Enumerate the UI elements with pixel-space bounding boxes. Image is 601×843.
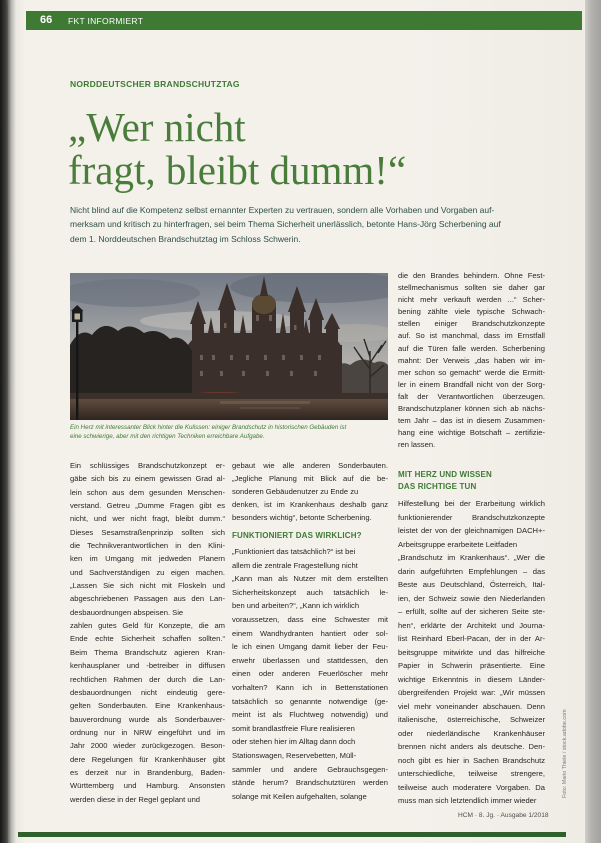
bottom-rule xyxy=(18,832,566,837)
article-kicker: NORDDEUTSCHER BRANDSCHUTZTAG xyxy=(70,79,240,89)
body-text-line: bauverordnung wurde als Sonderbauver- xyxy=(70,714,225,724)
body-text-line: vorhalten? Kann ich in Bettenstationen xyxy=(232,682,388,692)
body-text-line: viel mehr voneinander abschauen. Denn xyxy=(398,701,545,711)
body-text-line: tatsächlich so genannte notwendige (ge- xyxy=(232,696,388,706)
body-text-line: mer schon so gemacht“ werde die Ermitt- xyxy=(398,367,545,377)
body-text-line: auf. So ist manchmal, dass im Ernstfall xyxy=(398,331,545,341)
body-text-line: lein schon aus dem gesunden Menschen- xyxy=(70,487,225,497)
body-text-line: stände herum? Brandschutztüren werden xyxy=(232,778,388,788)
body-text-line: sonderen Gebäudenutzer zu Ende zu xyxy=(232,487,359,496)
body-text-line: muss man sich letztendlich immer wieder xyxy=(398,796,537,805)
body-text-line: leistet der von der gleichnamigen DACH+- xyxy=(398,526,545,535)
photo-credit: Foto: Mario Thiele / stock.adobe.com xyxy=(562,709,568,798)
section-header-bar xyxy=(26,11,582,30)
body-text-line: Ende echte Sicherheit schaffen sollten.“ xyxy=(70,634,225,644)
body-text-line: übergreifenden Projekt war: „Wir müssen xyxy=(398,688,545,697)
body-text-line: oder stehen hier im Alltag dann doch xyxy=(232,737,356,747)
caption-line: Ein Herz mit interessanter Blick hinter die Kulissen: einiger Brandschutz in historischen Gebäuden ist xyxy=(70,424,347,431)
body-text-line: ien, der Schweiz sowie den Niederlanden xyxy=(398,593,545,603)
body-text-line: gebaut wie alle anderen Sonderbauten. xyxy=(232,461,388,470)
subhead-line: DAS RICHTIGE TUN xyxy=(398,481,477,491)
body-text-line: sammler und andere Gebrauchsgegen- xyxy=(232,764,388,774)
body-text-line: – erfüllt, sollte auf der sicheren Seite ste- xyxy=(398,607,545,616)
body-text-line: bening zählte viele typische Schwach- xyxy=(398,307,545,317)
body-text-line: rechtlichen Rahmen der durch die Lan- xyxy=(70,674,225,684)
body-text-line: desbauordnungen abspeisen. Sie xyxy=(70,607,184,617)
body-column-left xyxy=(70,459,225,806)
body-text-line: wichtige Erkenntnis in diesem Länder- xyxy=(398,674,545,684)
body-text-line: italienische, österreichische, Schweizer xyxy=(398,715,545,724)
body-column-middle-top xyxy=(232,459,388,524)
body-text-line: werden diese in der Regel geplant und xyxy=(70,794,201,804)
body-text-line: Beim Thema Brandschutz agieren Kran- xyxy=(70,647,225,657)
section-title: FKT INFORMIERT xyxy=(68,16,144,26)
scan-border-right xyxy=(585,0,601,843)
body-text-line: nicht mehr verkauft werden ...“ Scher- xyxy=(398,295,545,305)
body-text-line: ken im Umgang mit jedweden Planern xyxy=(70,554,225,564)
photo-caption xyxy=(70,424,388,441)
castle-photo-graphic xyxy=(70,273,388,420)
body-text-line: list Reinhard Eberl-Pacan, der in der Ar- xyxy=(398,634,545,643)
body-text-line: Sicherheitskonzept auch tatsächlich le- xyxy=(232,587,388,597)
body-text-line: „Lassen Sie sich nicht mit Floskeln und xyxy=(70,581,225,591)
body-text-line: unterschiedliche, teilweise strengere, xyxy=(398,769,545,778)
body-text-line: Beste aus Deutschland, Österreich, Ital- xyxy=(398,580,545,589)
body-text-line: teilweise auch moderatere Vorgaben. Da xyxy=(398,782,545,792)
page-number: 66 xyxy=(40,14,53,26)
castle-photo xyxy=(70,273,388,420)
body-text-line: hen“, erklärte der Architekt und Journa- xyxy=(398,620,545,630)
body-text-line: mahnt: Der Verweis „das haben wir im- xyxy=(398,355,545,365)
title-line: fragt, bleibt dumm!“ xyxy=(68,147,407,193)
intro-line: Nicht blind auf die Kompetenz selbst ernannter Experten zu vertrauen, sondern alle Vorhaben und Vorgaben auf- xyxy=(70,205,495,215)
intro-line: merksam und kritisch zu hinterfragen, sei beim Thema Sicherheit unerlässlich, betonte Hans-Jörg Scherbening auf xyxy=(70,219,501,230)
body-text-line: hang eine wichtige Botschaft – zertifizie- xyxy=(398,428,545,438)
body-text-line: kenhausplaner und -betreiber in diffusen xyxy=(70,661,225,671)
body-text-line: funktionierender Brandschutzkonzepte xyxy=(398,512,545,522)
subhead-line: MIT HERZ UND WISSEN xyxy=(398,470,492,479)
body-text-line: falt der Verantwortlichen überzeugen. xyxy=(398,391,545,401)
body-column-right xyxy=(398,497,545,808)
body-text-line: und Sachverständigen zu eigen machen. xyxy=(70,567,225,577)
body-text-line: verstand. Getreu „Dumme Fragen gibt es xyxy=(70,501,225,511)
body-text-line: einen oder anderen Feuerlöscher mehr xyxy=(232,669,388,679)
body-text-line: gelten Sonderbauten. Eine Krankenhaus- xyxy=(70,701,225,711)
body-text-line: auf die Türen falle werden. Scherbening xyxy=(398,343,545,353)
body-text-line: dere Regelungen für Krankenhäuser gibt xyxy=(70,754,225,764)
body-text-line: noch gibt es hier in Sachen Brandschutz xyxy=(398,755,545,765)
body-text-line: ren lassen. xyxy=(398,440,436,450)
body-text-line: ler in einem Brandfall nicht von der Sorg- xyxy=(398,379,545,389)
body-text-line: abgeschriebenen Passagen aus den Lan- xyxy=(70,594,225,604)
body-text-line: die den Brandes behindern. Ohne Fest- xyxy=(398,271,545,280)
body-text-line: voraussetzen, dass eine Schwester mit xyxy=(232,614,388,624)
body-text-line: Brandschutzplaner können sich ab nächs- xyxy=(398,404,545,414)
article-intro xyxy=(70,203,545,246)
body-text-line: allem die zentrale Fragestellung nicht xyxy=(232,560,358,570)
body-text-line: ordnung nur in NRW eingeführt und im xyxy=(70,727,225,737)
body-text-line: beitsgruppe mitwirkte und das hilfreiche xyxy=(398,647,545,657)
body-text-line: Stationswagen, Reservebetten, Müll- xyxy=(232,750,357,760)
intro-line: dem 1. Norddeutschen Brandschutztag im Schloss Schwerin. xyxy=(70,233,301,244)
body-text-line: meint ist als Fluchtweg notwendig) und xyxy=(232,710,388,720)
body-text-line: Württemberg und Hamburg. Ansonsten xyxy=(70,781,225,791)
body-text-line: es derzeit nur in Brandenburg, Baden- xyxy=(70,767,225,777)
scan-shadow-left xyxy=(0,0,16,843)
body-text-line: die Technikverantwortlichen in den Klini- xyxy=(70,541,225,551)
body-text-line: zahlen gutes Geld für Konzepte, die am xyxy=(70,621,225,631)
body-text-line: desbauordnungen nicht eindeutig gere- xyxy=(70,687,225,697)
body-text-line: „Kann man als Nutzer mit dem erstellten xyxy=(232,574,388,584)
body-text-line: Dieses Sesamstraßenprinzip sollten sich xyxy=(70,527,225,537)
body-text-line: einem Wandhydranten hantiert oder sol- xyxy=(232,628,388,638)
body-text-line: le ich einen Umgang damit lieber der Feu- xyxy=(232,642,388,652)
water xyxy=(70,399,388,420)
body-text-line: oder niederländische Krankenhäuser xyxy=(398,728,545,738)
body-text-line: tem Jahr – das ist in diesem Zusammen- xyxy=(398,416,545,426)
body-text-line: brennen nicht anders als deutsche. Den- xyxy=(398,742,545,751)
body-text-line: nicht, und wer nicht fragt, bleibt dumm.“ xyxy=(70,514,225,524)
body-text-line: „Funktioniert das tatsächlich?“ ist bei xyxy=(232,547,356,556)
body-text-line: Jahr 2000 wieder zurückgezogen. Beson- xyxy=(70,741,225,751)
body-text-line: gäbe sich bis zu einem gewissen Grad al- xyxy=(70,474,225,484)
body-text-line: ben und arbeiten?“, „Kann ich wirklich xyxy=(232,601,360,611)
subhead-herz-und-wissen xyxy=(398,469,545,492)
body-text-line: Hilfestellung bei der Erarbeitung wirklich xyxy=(398,499,545,508)
subhead-funktioniert: FUNKTIONIERT DAS WIRKLICH? xyxy=(232,531,362,540)
article-title xyxy=(68,106,548,192)
body-text-line: Papier in Schwerin präsentierte. Eine xyxy=(398,661,545,670)
body-text-line: Arbeitsgruppe erarbeitete Leitfaden xyxy=(398,539,518,549)
body-text-line: erwehr überlassen und stattdessen, den xyxy=(232,655,388,665)
body-text-line: „Brandschutz im Krankenhaus“. „Wer die xyxy=(398,553,545,562)
body-text-line: stellen einiger Brandschutzkonzepte xyxy=(398,319,545,329)
body-text-line: besonders wichtig“, betonte Scherbening. xyxy=(232,513,372,522)
body-text-line: Ein schlüssiges Brandschutzkonzept er- xyxy=(70,461,225,470)
title-line: „Wer nicht xyxy=(68,104,246,150)
caption-line: eine schwierige, aber mit den richtigen Techniken erreichbare Aufgabe. xyxy=(70,432,265,440)
body-text-line: denken, ist im Krankenhaus deshalb ganz xyxy=(232,500,388,509)
body-text-line: solange mit Keilen aufgehalten, solange xyxy=(232,791,367,801)
body-text-line: somit brandlastfreie Flure realisieren xyxy=(232,723,355,733)
body-column-right-top xyxy=(398,270,545,451)
body-text-line: stellmechanismus sollten sie daher gar xyxy=(398,283,545,293)
body-text-line: darin aufgeführten Empfehlungen – das xyxy=(398,566,545,576)
body-text-line: „Jegliche Planung mit Blick auf die be- xyxy=(232,474,388,483)
issue-footer: HCM · 8. Jg. · Ausgabe 1/2018 xyxy=(458,812,549,819)
body-column-middle xyxy=(232,545,388,803)
